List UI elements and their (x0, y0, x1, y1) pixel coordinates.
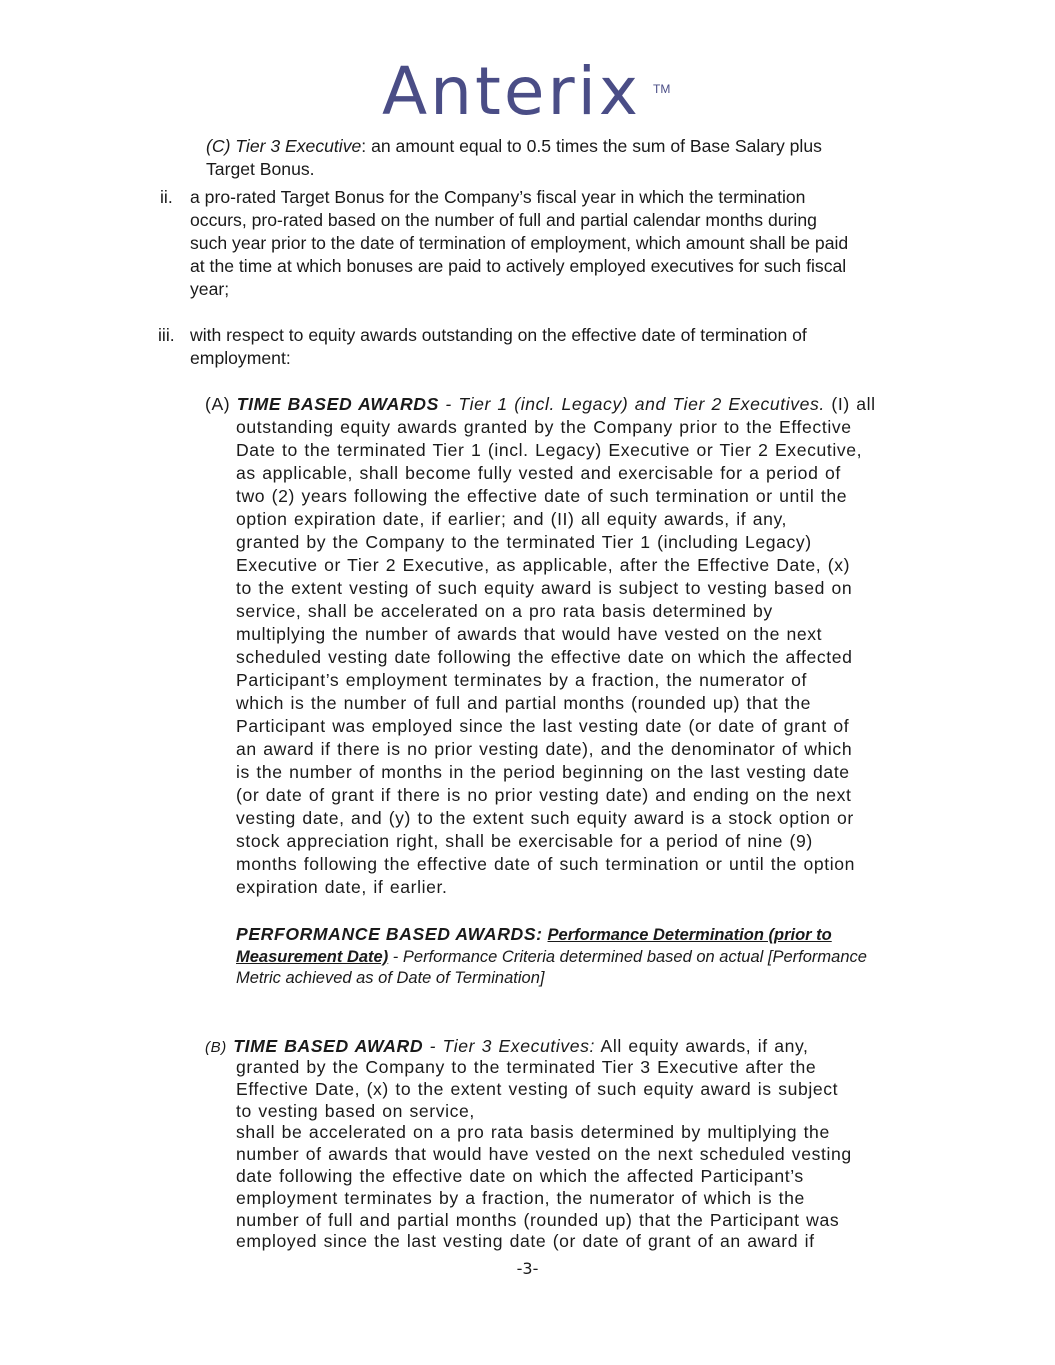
section-b-line: employed since the last vesting date (or date of grant of an award if (236, 1231, 815, 1252)
section-a-line: Participant was employed since the last vesting date (or date of grant of (236, 716, 850, 736)
section-b-subheading: - Tier 3 Executives: (423, 1036, 596, 1056)
item-iii-number: iii. (158, 325, 175, 345)
section-a-line: service, shall be accelerated on a pro rata basis determined by (236, 601, 773, 621)
section-b-line: date following the effective date on which the affected Participant’s (236, 1165, 804, 1186)
section-a-body (236, 416, 966, 899)
tier3-executive-clause (206, 135, 946, 181)
tier3-label: (C) Tier 3 Executive (206, 136, 362, 156)
section-a-line: scheduled vesting date following the effective date on which the affected (236, 647, 853, 667)
item-ii-line: occurs, pro-rated based on the number of full and partial calendar months during (190, 210, 817, 230)
section-a-line: which is the number of full and partial months (rounded up) that the (236, 693, 812, 713)
item-ii-text (190, 186, 950, 301)
section-a-line: option expiration date, if earlier; and (II) all equity awards, if any, (236, 509, 788, 529)
section-a-subheading: - Tier 1 (incl. Legacy) and Tier 2 Executives. (438, 394, 825, 414)
section-a-line: vesting date, and (y) to the extent such equity award is a stock option or (236, 808, 854, 828)
performance-determination-link: Performance Determination (prior to (547, 926, 832, 944)
item-ii-number: ii. (160, 187, 173, 207)
section-a-line: expiration date, if earlier. (236, 877, 448, 897)
section-a-line: multiplying the number of awards that would have vested on the next (236, 624, 823, 644)
section-b-body (236, 1057, 966, 1253)
item-ii-line: such year prior to the date of termination of employment, which amount shall be paid (190, 233, 849, 253)
section-a-line: Executive or Tier 2 Executive, as applicable, after the Effective Date, (x) (236, 555, 851, 575)
anterix-logo (382, 52, 682, 132)
performance-heading: PERFORMANCE BASED AWARDS: (236, 924, 543, 944)
section-a-line: granted by the Company to the terminated Tier 1 (including Legacy) (236, 532, 812, 552)
item-ii-line: at the time at which bonuses are paid to actively employed executives for such fiscal (190, 256, 847, 276)
section-a-line: to the extent vesting of such equity award is subject to vesting based on (236, 578, 853, 598)
item-iii-line: with respect to equity awards outstanding on the effective date of termination of (190, 325, 807, 345)
section-a-prefix: (A) (205, 394, 231, 414)
section-a-heading: TIME BASED AWARDS (236, 394, 439, 414)
section-a-line: Participant’s employment terminates by a fraction, the numerator of (236, 670, 808, 690)
item-ii-line: year; (190, 279, 230, 299)
tier3-line-2: Target Bonus. (206, 159, 315, 179)
tier3-text: : an amount equal to 0.5 times the sum of Base Salary plus (361, 136, 822, 156)
section-b-first-tail: All equity awards, if any, (595, 1036, 809, 1056)
item-iii-line: employment: (190, 348, 291, 368)
performance-criteria-text: - Performance Criteria determined based on actual [Performance (388, 947, 867, 966)
section-a-first-tail: (I) all (824, 394, 876, 414)
performance-line-1 (236, 924, 986, 947)
section-a-line: is the number of months in the period beginning on the last vesting date (236, 762, 850, 782)
section-b-heading: TIME BASED AWARD (233, 1036, 424, 1056)
section-a-line: stock appreciation right, shall be exercisable for a period of nine (9) (236, 831, 813, 851)
section-b-line: shall be accelerated on a pro rata basis determined by multiplying the (236, 1122, 830, 1143)
section-a-line: two (2) years following the effective date of such termination or until the (236, 486, 848, 506)
performance-section (236, 924, 986, 990)
logo-trademark: TM (653, 82, 671, 96)
section-a-line: outstanding equity awards granted by the Company prior to the Effective (236, 417, 852, 437)
section-a-line: an award if there is no prior vesting date), and the denominator of which (236, 739, 853, 759)
item-ii-line: a pro-rated Target Bonus for the Company’s fiscal year in which the termination (190, 187, 806, 207)
section-a-line: (or date of grant if there is no prior vesting date) and ending on the next (236, 785, 852, 805)
section-b-line: employment terminates by a fraction, the numerator of which is the (236, 1187, 805, 1208)
section-a-line: months following the effective date of such termination or until the option (236, 854, 856, 874)
performance-line-2 (236, 947, 986, 969)
section-a-line: as applicable, shall become fully vested and exercisable for a period of (236, 463, 841, 483)
section-b-first-line (205, 1035, 965, 1059)
section-a-line: Date to the terminated Tier 1 (incl. Legacy) Executive or Tier 2 Executive, (236, 440, 863, 460)
measurement-date-label: Measurement Date) (236, 947, 389, 966)
section-b-line: to vesting based on service, (236, 1100, 475, 1121)
section-b-prefix: (B) (205, 1039, 227, 1056)
performance-line-3: Metric achieved as of Date of Termination] (236, 969, 545, 987)
section-b-line: number of full and partial months (rounded up) that the Participant was (236, 1209, 840, 1230)
item-iii-text (190, 324, 950, 370)
section-b-line: Effective Date, (x) to the extent vesting of such equity award is subject (236, 1078, 839, 1099)
section-a-first-line (205, 393, 965, 416)
page-number: -3- (516, 1259, 539, 1278)
section-b-line: granted by the Company to the terminated Tier 3 Executive after the (236, 1057, 817, 1077)
section-b-line: number of awards that would have vested on the next scheduled vesting (236, 1144, 852, 1165)
logo-wordmark: Anterix (382, 53, 641, 130)
tier3-line-1 (206, 135, 946, 158)
